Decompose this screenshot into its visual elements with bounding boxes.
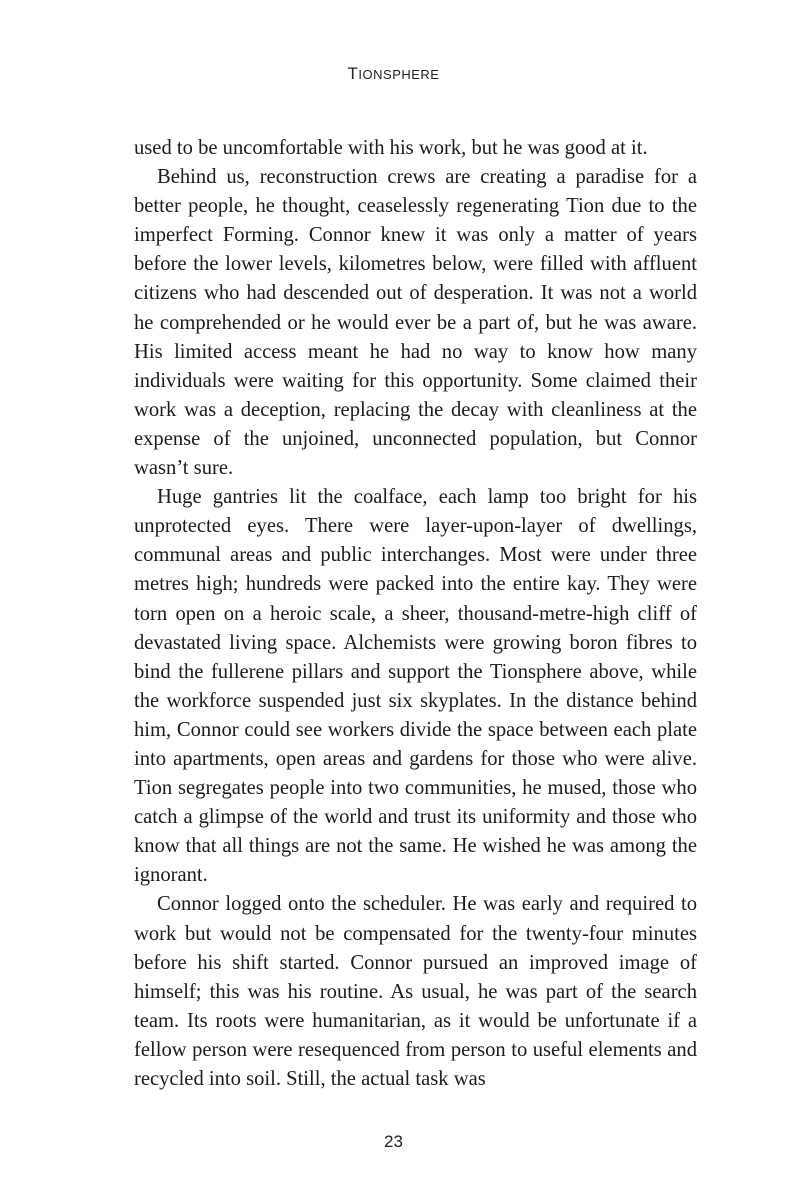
paragraph: Huge gantries lit the coalface, each lamp too bright for his unprotected eyes. There were layer-upon-layer of dwellings, communal areas and public interchanges. Most were under three metres high; hundreds were packed into the entire kay. They were torn open on a heroic scale, a sheer, thousand-metre-high cliff of devastated living space. Alchemists were growing boron fibres to bind the fullerene pillars and support the Tionsphere above, while the workforce suspended just six skyplates. In the distance behind him, Connor could see workers divide the space between each plate into apartments, open areas and gardens for those who were alive. Tion segregates people into two communities, he mused, those who catch a glimpse of the world and trust its uniformity and those who know that all things are not the same. He wished he was among the ignorant.: [134, 486, 697, 887]
body-text: [134, 134, 697, 1094]
page-number: 23: [384, 1132, 403, 1151]
paragraph-continued: used to be uncomfortable with his work, but he was good at it.: [134, 137, 648, 159]
paragraph: Behind us, reconstruction crews are creating a paradise for a better people, he thought, ceaselessly regenerating Tion due to the imperfect Forming. Connor knew it was only a matter of years before the lower levels, kilometres below, were filled with affluent citizens who had descended out of desperation. It was not a world he comprehended or he would ever be a part of, but he was aware. His limited access meant he had no way to know how many individuals were waiting for this opportunity. Some claimed their work was a deception, replacing the decay with cleanliness at the expense of the unjoined, unconnected population, but Connor wasn’t sure.: [134, 166, 697, 480]
running-head: [0, 64, 787, 84]
running-head-initial: T: [347, 64, 359, 83]
running-head-rest: IONSPHERE: [358, 67, 440, 82]
paragraph: Connor logged onto the scheduler. He was early and required to work but would not be compensated for the twenty-four minutes before his shift started. Connor pursued an improved image of himself; this was his routine. As usual, he was part of the search team. Its roots were humanitarian, as it would be unfortunate if a fellow person were resequenced from person to useful elements and recycled into soil. Still, the actual task was: [134, 893, 697, 1090]
